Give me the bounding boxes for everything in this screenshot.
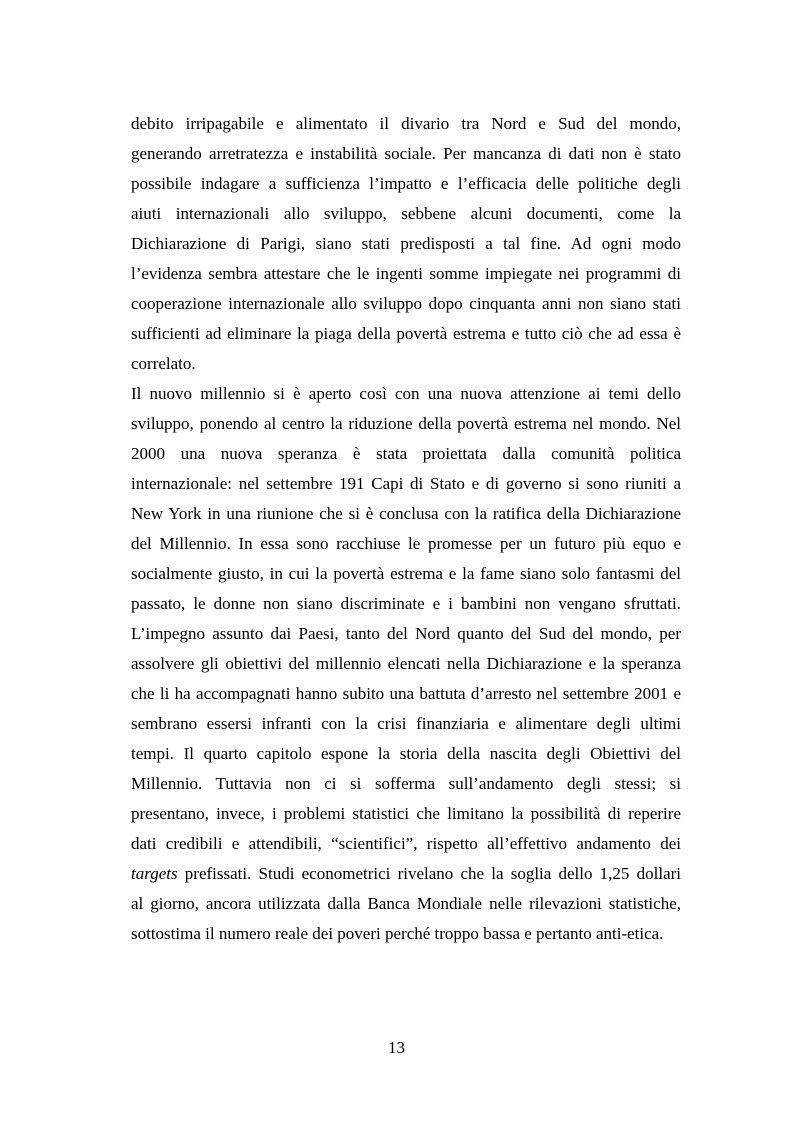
- text-line: cooperazione internazionale allo sviluppo dopo cinquanta anni non siano stati: [131, 294, 681, 313]
- text-line: sottostima il numero reale dei poveri perché troppo bassa e pertanto anti-etica.: [131, 924, 664, 943]
- text-line: sviluppo, ponendo al centro la riduzione della povertà estrema nel mondo. Nel: [131, 414, 681, 433]
- text-line: sufficienti ad eliminare la piaga della povertà estrema e tutto ciò che ad essa è: [131, 324, 681, 343]
- text-line: del Millennio. In essa sono racchiuse le promesse per un futuro più equo e: [131, 534, 681, 553]
- text-line: assolvere gli obiettivi del millennio elencati nella Dichiarazione e la speranza: [131, 654, 681, 673]
- text-line: internazionale: nel settembre 191 Capi di Stato e di governo si sono riuniti a: [131, 474, 681, 493]
- text-line: che li ha accompagnati hanno subito una battuta d’arresto nel settembre 2001 e: [131, 684, 681, 703]
- text-line: Il nuovo millennio si è aperto così con una nuova attenzione ai temi dello: [131, 384, 681, 403]
- text-line: presentano, invece, i problemi statistici che limitano la possibilità di reperire: [131, 804, 681, 823]
- text-line: possibile indagare a sufficienza l’impatto e l’efficacia delle politiche degli: [131, 174, 681, 193]
- text-line: al giorno, ancora utilizzata dalla Banca Mondiale nelle rilevazioni statistiche,: [131, 894, 681, 913]
- text-line: sembrano essersi infranti con la crisi finanziaria e alimentare degli ultimi: [131, 714, 681, 733]
- text-line: generando arretratezza e instabilità sociale. Per mancanza di dati non è stato: [131, 144, 681, 163]
- italic-term: targets: [131, 864, 178, 883]
- page-number: 13: [388, 1038, 405, 1057]
- text-line: Millennio. Tuttavia non ci si sofferma sull’andamento degli stessi; si: [131, 774, 681, 793]
- text-line: l’evidenza sembra attestare che le ingenti somme impiegate nei programmi di: [131, 264, 681, 283]
- text-span: prefissati. Studi econometrici rivelano che la soglia dello 1,25 dollari: [177, 864, 681, 883]
- text-line: L’impegno assunto dai Paesi, tanto del Nord quanto del Sud del mondo, per: [131, 624, 681, 643]
- text-line: tempi. Il quarto capitolo espone la storia della nascita degli Obiettivi del: [131, 744, 681, 763]
- text-line: correlato.: [131, 354, 196, 373]
- text-line: 2000 una nuova speranza è stata proiettata dalla comunità politica: [131, 444, 681, 463]
- text-line: socialmente giusto, in cui la povertà estrema e la fame siano solo fantasmi del: [131, 564, 681, 583]
- text-line: New York in una riunione che si è conclusa con la ratifica della Dichiarazione: [131, 504, 681, 523]
- text-line-with-italic: [131, 862, 681, 886]
- text-line: dati credibili e attendibili, “scientifici”, rispetto all’effettivo andamento dei: [131, 834, 681, 853]
- text-line: aiuti internazionali allo sviluppo, sebbene alcuni documenti, come la: [131, 204, 681, 223]
- text-line: Dichiarazione di Parigi, siano stati predisposti a tal fine. Ad ogni modo: [131, 234, 681, 253]
- text-line: passato, le donne non siano discriminate e i bambini non vengano sfruttati.: [131, 594, 681, 613]
- text-line: debito irripagabile e alimentato il divario tra Nord e Sud del mondo,: [131, 114, 681, 133]
